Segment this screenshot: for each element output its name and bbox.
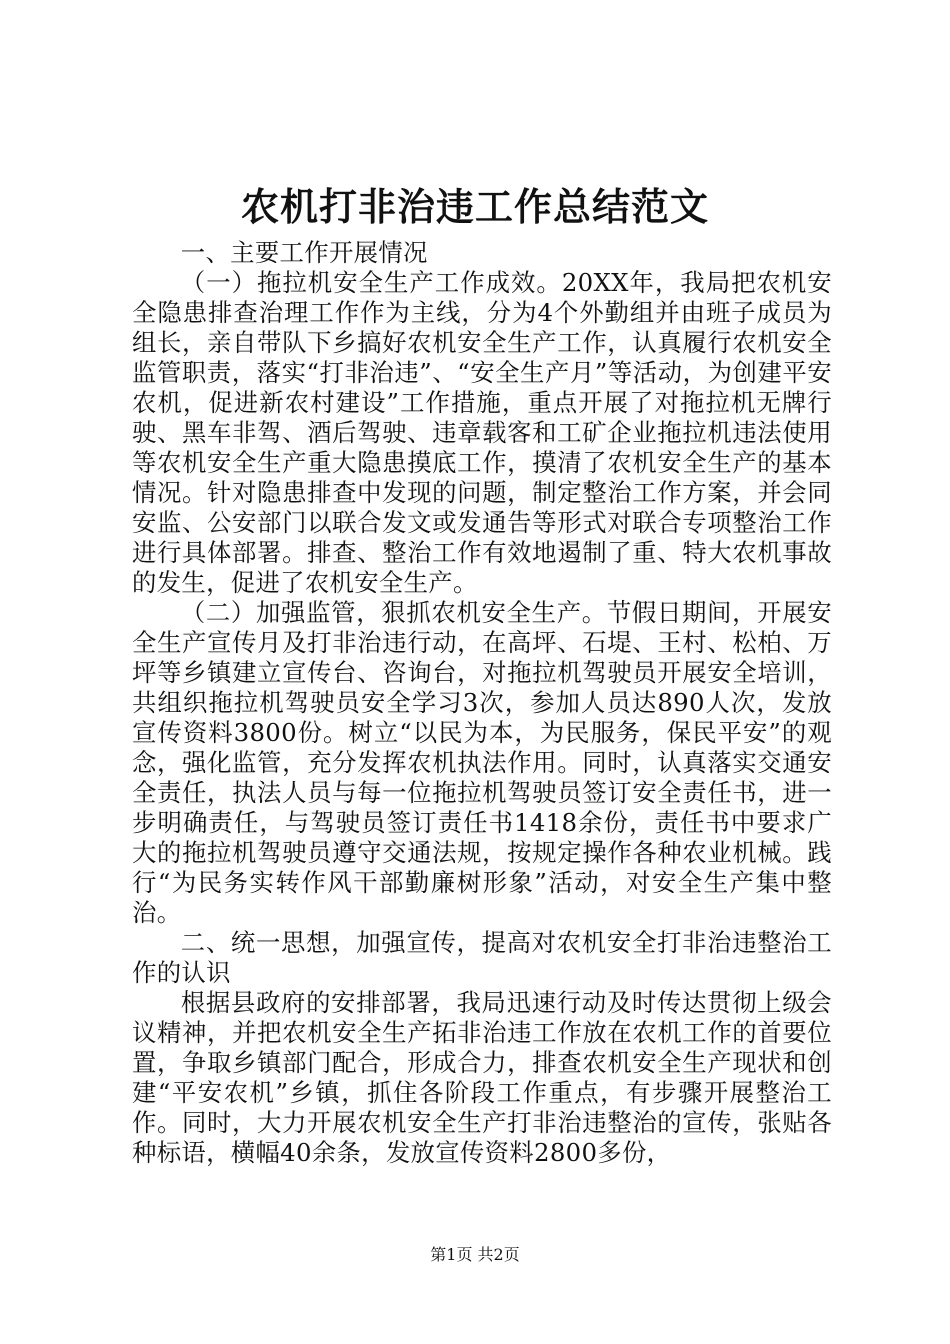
paragraph-3: 根据县政府的安排部署，我局迅速行动及时传达贯彻上级会议精神，并把农机安全生产拓非治违工作放在农机工作的首要位置，争取乡镇部门配合，形成合力，排查农机安全生产现状和创建“平安农机”乡镇，抓住各阶段工作重点，有步骤开展整治工作。同时，大力开展农机安全生产打非治违整治的宣传，张贴各种标语，横幅40余条，发放宣传资料2800多份， — [132, 988, 832, 1167]
section-heading-1: 一、主要工作开展情况 — [180, 238, 428, 267]
page-footer: 第1页 共2页 — [430, 1245, 520, 1264]
paragraph-1: （一）拖拉机安全生产工作成效。20XX年，我局把农机安全隐患排查治理工作作为主线，分为4个外勤组并由班子成员为组长，亲自带队下乡搞好农机安全生产工作，认真履行农机安全监管职责，落实“打非治违”、“安全生产月”等活动，为创建平安农机，促进新农村建设”工作措施，重点开展了对拖拉机无牌行驶、黑车非驾、酒后驾驶、违章载客和工矿企业拖拉机违法使用等农机安全生产重大隐患摸底工作，摸清了农机安全生产的基本情况。针对隐患排查中发现的问题，制定整治工作方案，并会同安监、公安部门以联合发文或发通告等形式对联合专项整治工作进行具体部署。排查、整治工作有效地遏制了重、特大农机事故的发生，促进了农机安全生产。 — [132, 268, 832, 597]
section-heading-2: 二、统一思想，加强宣传，提高对农机安全打非治违整治工作的认识 — [132, 928, 832, 987]
paragraph-2: （二）加强监管，狠抓农机安全生产。节假日期间，开展安全生产宣传月及打非治违行动，在高坪、石堤、王村、松柏、万坪等乡镇建立宣传台、咨询台，对拖拉机驾驶员开展安全培训，共组织拖拉机驾驶员安全学习3次，参加人员达890人次，发放宣传资料3800份。树立“以民为本，为民服务，保民平安”的观念，强化监管，充分发挥农机执法作用。同时，认真落实交通安全责任，执法人员与每一位拖拉机驾驶员签订安全责任书，进一步明确责任，与驾驶员签订责任书1418余份，责任书中要求广大的拖拉机驾驶员遵守交通法规，按规定操作各种农业机械。践行“为民务实转作风干部勤廉树形象”活动，对安全生产集中整治。 — [132, 598, 832, 927]
document-title: 农机打非治违工作总结范文 — [240, 184, 709, 229]
document-body — [132, 238, 832, 1168]
